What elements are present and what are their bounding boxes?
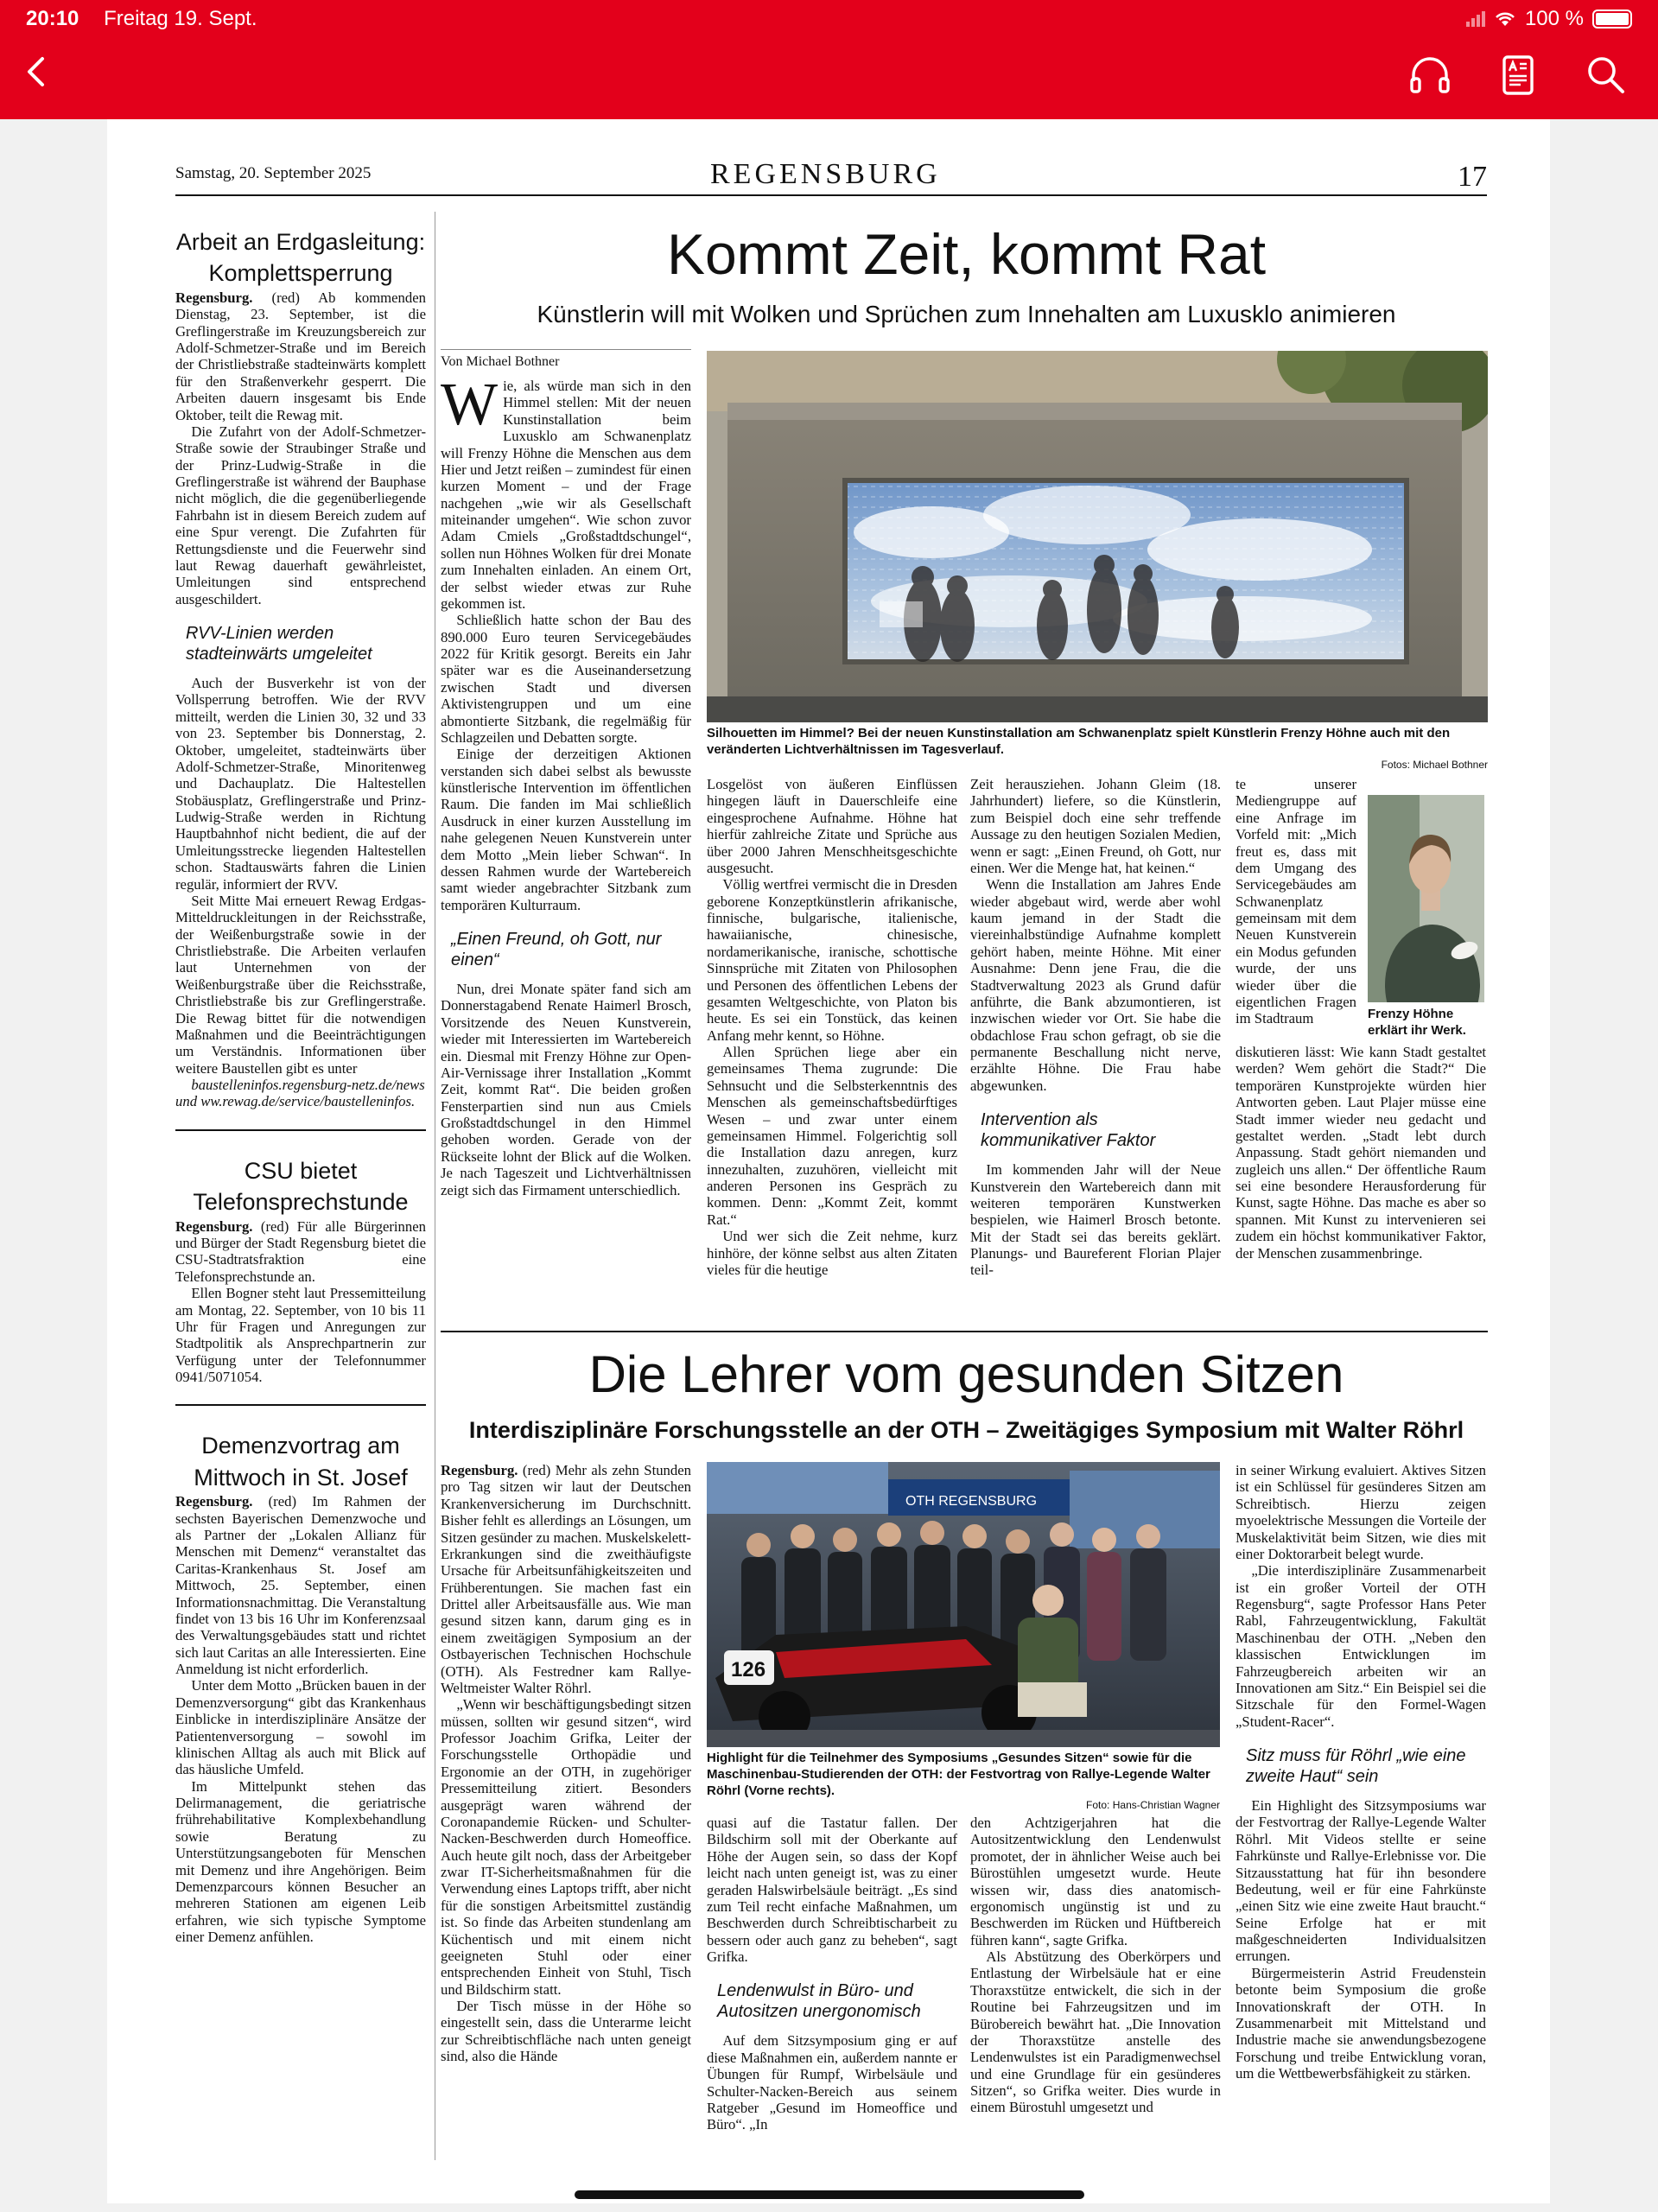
photo-credit: Foto: Hans-Christian Wagner: [1086, 1799, 1220, 1812]
sidebar-article-1-link[interactable]: baustelleninfos.regensburg-netz.de/news und ww.rewag.de/service/baustelleninfos.: [175, 1077, 425, 1110]
article-1-column-4b: [1236, 1044, 1486, 1262]
article-1-subheading: „Einen Freund, oh Gott, nur einen“: [451, 930, 662, 969]
page-date: Samstag, 20. September 2025: [175, 164, 372, 182]
sidebar-article-2-text: Ellen Bogner steht laut Pressemitteilung am Montag, 22. September, von 10 bis 11 Uhr für Fragen und Anregungen zur Stadtpolitik als Ansprechpartnerin zur Verfügung unter der Telefonnummer 0941/5071054.: [175, 1285, 426, 1385]
article-2-text: in seiner Wirkung evaluiert. Aktives Sitzen ist ein Schlüssel für gesünderes Sitzen am Schreibtisch. Hierzu zeigen myoelektrische Messungen die Vorteile der Muskelaktivität beim Sitzen, wie dies mit einer Doktorarbeit belegt wurde.: [1236, 1462, 1486, 1562]
article-1-text: Nun, drei Monate später fand sich am Donnerstagabend Renate Haimerl Brosch, Vorsitzende des Neuen Kunstverein, wieder mit Interessierten im Wartebereich ein. Diesmal mit Frenzy Höhne zur Open-Air-Vernissage ihrer Installation „Kommt Zeit, kommt Rat“. Die beiden großen Fensterpartien sind nun aus Cmiels Großstadtdschungel in den Himmel gehoben worden. Gerade von der Rückseite lohnt der Blick auf die Wolken. Je nach Tageszeit und Lichtverhältnissen zeigt sich das Firmament unterschiedlich.: [441, 981, 691, 1198]
byline-rule: [441, 349, 691, 350]
article-2-subheadline: Interdisziplinäre Forschungsstelle an der OTH – Zweitägiges Symposium mit Walter Röhrl: [468, 1417, 1464, 1443]
article-1-text: Völlig wertfrei vermischt die in Dresden geborene Konzeptkünstlerin afrikanische, finnische, bulgarische, italienische, hawaiianische, chinesische, nordamerikanische, iranische, schottische Sinnsprüche mit Zitaten von Philosophen und Personen des öffentlichen Lebens der gesamten Weltgeschichte, von Platon bis heute. Es sei ein Tonstück, das keinen Anfang mehr kennt, so Höhne.: [707, 876, 957, 1044]
article-1-subheadline: Künstlerin will mit Wolken und Sprüchen zum Innehalten am Luxusklo animieren: [537, 301, 1396, 327]
sidebar-column: [175, 226, 426, 1945]
status-bar-left: [26, 7, 257, 31]
article-2-text: „Die interdisziplinäre Zusammenarbeit ist ein großer Vorteil der OTH Regensburg“, sagte Professor Hans Peter Rabl, Fahrzeugentwicklung, Fakultät Maschinenbau der OTH. „Neben den klassischen Entwicklungen im Fahrzeugbereich arbeiten wir an Innovationen am Sitz.“ Ein Beispiel sei die Sitzschale für den Formel-Wagen „Student-Racer“.: [1236, 1562, 1486, 1730]
sidebar-article-1-text: Auch der Busverkehr ist von der Vollsperrung betroffen. Wie der RVV mitteilt, werden die Linien 30, 32 und 33 von 23. September bis Donnerstag, 2. Oktober, umgeleitet, stadteinwärts über Adolf-Schmetzer-Straße, Minoritenweg und Dachauplatz. Die Haltestellen Stobäusplatz, Greflingerstraße und Prinz-Ludwig-Straße werden in Richtung Hauptbahnhof nicht bedient, die auf der Umleitungsstrecke liegenden Haltestellen schon. Stadtauswärts fahren die Linien regulär, informiert der RVV.: [175, 675, 426, 893]
article-2-text: Auf dem Sitzsymposium ging er auf diese Maßnahmen ein, außerdem nannte er Übungen für Rumpf, Wirbelsäule und Schulter-Nacken-Bereich aus seinem Ratgeber „Gesund im Homeoffice und Büro“. „In: [707, 2032, 957, 2133]
sidebar-article-1-text: Regensburg. (red) Ab kommenden Dienstag, 23. September, ist die Greflingerstraße im Kreuzungsbereich zur Adolf-Schmetzer-Straße und im Bereich der Christliebstraße stadteinwärts komplett für den Straßenverkehr gesperrt. Die Arbeiten dauern insgesamt bis Ende Oktober, teilt die Rewag mit.: [175, 289, 426, 423]
sidebar-article-3-text: Im Mittelpunkt stehen das Delirmanagement, die geriatrische frührehabilitative Komplexbehandlung sowie Beratung zu Unterstützungsangeboten für Menschen mit Demenz und ihre Angehörigen. Beim Demenzparcours können Besucher an mehreren Stationen am eigenen Leib erfahren, wie sich typische Symptome einer Demenz anfühlen.: [175, 1777, 426, 1945]
car-number: 126: [731, 1658, 766, 1681]
sidebar-rule: [175, 1404, 426, 1406]
article-2-subheading: Sitz muss für Röhrl „wie eine zweite Haut“ sein: [1246, 1746, 1466, 1786]
article-1-text: Im kommenden Jahr will der Neue Kunstverein den Wartebereich dann mit weiteren temporären Kunstwerken bespielen, wie Haimerl Brosch betonte. Mit der Stadt sei das bereits geklärt. Planungs- und Baureferent Florian Plajer teil-: [970, 1161, 1221, 1279]
article-2-subheading: Lendenwulst in Büro- und Autositzen unergonomisch: [717, 1981, 921, 2022]
article-1-byline: Von Michael Bothner: [441, 354, 560, 369]
home-indicator[interactable]: [575, 2190, 1084, 2199]
article-1-text: Losgelöst von äußeren Einflüssen hingegen läuft in Dauerschleife eine eingesprochene Aufnahme. Höhne hat hierfür zahlreiche Zitate und Sprüche aus über 2000 Jahren Menschheitsgeschichte ausgesucht.: [707, 776, 957, 876]
headphones-icon[interactable]: [1407, 52, 1453, 99]
article-2-photo[interactable]: [707, 1462, 1220, 1747]
drop-cap: W: [441, 372, 499, 438]
sidebar-article-1-subheading: RVV-Linien werden stadteinwärts umgeleitet: [186, 624, 372, 664]
sidebar-article-3-text: Regensburg. (red) Im Rahmen der sechsten Bayerischen Demenzwoche und als Partner der „Lokalen Allianz für Menschen mit Demenz“ veranstaltet das Caritas-Krankenhaus St. Josef am Mittwoch, 25. September, einen Informationsnachmittag. Die Veranstaltung findet von 13 bis 16 Uhr im Konferenzsaal des Verwaltungsgebäudes statt und richtet sich laut Caritas an alle Interessierten. Eine Anmeldung ist nicht erforderlich.: [175, 1493, 426, 1677]
sidebar-article-3-text: Unter dem Motto „Brücken bauen in der Demenzversorgung“ gibt das Krankenhaus Einblicke in interdisziplinäre Ansätze der Patientenversorgung – sowohl im klinischen Alltag als auch mit Blick auf das häusliche Umfeld.: [175, 1677, 426, 1778]
photo-banner-text: OTH REGENSBURG: [905, 1494, 1038, 1509]
photo-credit: Fotos: Michael Bothner: [1381, 758, 1488, 771]
app-bar: [0, 0, 1658, 119]
cellular-signal-icon: [1466, 11, 1485, 27]
article-2-column-4: [1236, 1462, 1486, 2082]
article-2-text: quasi auf die Tastatur fallen. Der Bildschirm soll mit der Oberkante auf Höhe der Augen sein, so dass der Kopf leicht nach unten geneigt ist, was zu einer geraden Halswirbelsäule beiträgt. „Es sind zum Teil recht einfache Maßnahmen, um Beschwerden durch Schreibtischarbeit zu bessern oder auch ganz zu beheben“, sagt Grifka.: [707, 1815, 957, 1965]
portrait-photo[interactable]: [1368, 795, 1484, 1002]
chevron-left-icon[interactable]: [16, 50, 59, 93]
sidebar-article-1-text: Die Zufahrt von der Adolf-Schmetzer-Straße sowie der Straubinger Straße und der Prinz-Ludwig-Straße in die Greflingerstraße ist während der Bauphase nicht möglich, die die gegenüberliegende Fahrbahn ist in diesem Bereich zudem auf eine Spur verengt. Die Zufahrten für Rettungsdienste und die Feuerwehr sind laut Rewag dauerhaft gewährleistet, Umleitungen sind entsprechend ausgeschildert.: [175, 423, 426, 607]
article-1-text: Einige der derzeitigen Aktionen verstanden sich dabei selbst als bewusste künstlerische Intervention im öffentlichen Raum. Die fanden im Mai schließlich Ausdruck in einer kurzen Ausstellung im nahe gelegenen Neuen Kunstverein unter dem Motto „Mein lieber Schwan“. In dessen Rahmen wurde der Wartebereich samt wieder angebrachter Sitzbank zum temporären Kulturraum.: [441, 746, 691, 913]
article-2-photo-caption: Highlight für die Teilnehmer des Symposiums „Gesundes Sitzen“ sowie für die Maschinenbau-Studierenden der OTH: der Festvortrag von Rallye-Legende Walter Röhrl (Vorne rechts). Foto: Hans-Christian Wagner: [707, 1751, 1220, 1812]
article-2-text: Bürgermeisterin Astrid Freudenstein betonte beim Symposium die große Innovationskraft der OTH. In Zusammenarbeit mit Mittelstand und Industrie mache sie anwendungsbezogene Forschung und treibe Entwicklung voran, um die Wettbewerbsfähigkeit zu stärken.: [1236, 1964, 1486, 2082]
status-date: Freitag 19. Sept.: [104, 7, 257, 30]
article-1-subheading: Intervention als kommunikativer Faktor: [981, 1110, 1156, 1151]
page-number: 17: [1458, 161, 1487, 193]
article-1-text: Und wer sich die Zeit nehme, kurz hinhöre, der könne selbst aus alten Zitaten vieles für die heutige: [707, 1228, 957, 1278]
article-view-icon[interactable]: [1495, 52, 1541, 99]
article-1-text: Zeit herausziehen. Johann Gleim (18. Jahrhundert) liefere, so die Künstlerin, zum Beispiel doch eine sehr treffende Aussage zu den heutigen Sozialen Medien, wenn er sagt: „Einen Freund, oh Gott, nur einen. Wer die Menge hat, hat keinen.“: [970, 776, 1221, 876]
article-2-column-3: [970, 1815, 1221, 2116]
article-1-column-1: [441, 372, 691, 1198]
battery-percent: 100 %: [1524, 7, 1584, 30]
article-1-column-4a: [1236, 776, 1356, 1027]
portrait-caption: Frenzy Höhne erklärt ihr Werk.: [1368, 1007, 1466, 1038]
article-2-text: „Wenn wir beschäftigungsbedingt sitzen müssen, sollten wir gesund sitzen“, wird Professor Joachim Grifka, Leiter der Forschungsstelle Orthopädie und Ergonomie an der OTH, in zugehöriger Pressemitteilung zitiert. Besonders ausgeprägt waren während der Coronapandemie Rücken- und Schulter-Nacken-Beschwerden durch Homeoffice. Auch heute gilt noch, dass der Arbeitgeber zwar IT-Sicherheitsmaßnahmen für die Verwendung eines Laptops trifft, aber nicht für die sonstigen Arbeitsmittel zuständig ist. So finde das Arbeiten stundenlang am Küchentisch und mit einem nicht geeigneten Stuhl oder einer entsprechenden Einheit von Stuhl, Tisch und Bildschirm statt.: [441, 1696, 691, 1998]
sidebar-article-2-title: CSU bietet Telefonsprechstunde: [193, 1157, 409, 1216]
article-1-text: te unserer Mediengruppe auf eine Anfrage im Vorfeld mit: „Mich freut es, dass mit dem Umgang des Servicegebäudes am Schwanenplatz gemeinsam mit dem Neuen Kunstverein ein Modus gefunden wurde, der uns wieder über die eigentlichen Fragen im Stadtraum: [1236, 776, 1356, 1027]
article-1-headline[interactable]: Kommt Zeit, kommt Rat: [666, 222, 1267, 286]
article-divider: [441, 1331, 1488, 1332]
article-1-column-2: [707, 776, 957, 1278]
battery-icon: [1592, 10, 1632, 29]
article-1-text: Schließlich hatte schon der Bau des 890.000 Euro teuren Servicegebäudes 2022 für Kritik gesorgt. Bereits ein Jahr später war es die Auseinandersetzung zwischen Stadt und diversen Aktivistengruppen und um eine abmontierte Sitzbank, die regelmäßig für Schlagzeilen und Debatten sorgte.: [441, 612, 691, 746]
status-bar-right: [1466, 7, 1632, 31]
article-1-text: diskutieren lässt: Wie kann Stadt gestaltet werden? Wem gehört die Stadt?“ Die temporären Kunstprojekte würden hier Antworten geben. Laut Plajer müsse eine Stadt immer wieder neu gedacht und gestaltet werden. „Stadt lebt durch Anpassung. Stadt gehört niemanden und zugleich uns allen.“ Der öffentliche Raum sei eine besondere Herausforderung für Kunst, sagte Höhne. Das mache es aber so spannen. Mit Kunst zu intervenieren sei zudem ein höchst kommunikativer Faktor, der Menschen zusammenbringe.: [1236, 1044, 1486, 1262]
article-2-headline[interactable]: Die Lehrer vom gesunden Sitzen: [588, 1345, 1344, 1403]
article-1-photo[interactable]: [707, 351, 1488, 722]
article-2-text: Der Tisch müsse in der Höhe so eingestellt sein, dass die Unterarme leicht zur Schreibtischfläche nach unten geneigt sind, also die Hände: [441, 1998, 691, 2065]
article-2-text: Als Abstützung des Oberkörpers und Entlastung der Wirbelsäule hat er eine Thoraxstütze entwickelt, die sich in der Routine bei Fahrzeugsitzen und im Bürobereich bewährt hat. „Die Innovation der Thoraxstütze anstelle des Lendenwulstes ist ein Paradigmenwechsel und eine Grundlage für ein gesünderes Sitzen“, so Grifka weiter. Dies wurde in einem Bürostuhl umgesetzt und: [970, 1948, 1221, 2116]
status-time: 20:10: [26, 7, 79, 30]
sidebar-article-2-text: Regensburg. (red) Für alle Bürgerinnen und Bürger der Stadt Regensburg bietet die CSU-Stadtratsfraktion eine Telefonsprechstunde an.: [175, 1217, 426, 1285]
sidebar-article-1-title: Arbeit an Erdgasleitung: Komplettsperrung: [175, 229, 426, 287]
wifi-icon: [1494, 10, 1516, 28]
sidebar-rule: [175, 1129, 426, 1131]
article-1-text: Wie, als würde man sich in den Himmel stellen: Mit der neuen Kunstinstallation beim Luxusklo am Schwanenplatz will Frenzy Höhne die Menschen aus dem Hier und Jetzt reißen – zumindest für einen kurzen Moment – und der Frage nachgehen „wie wir als Gesellschaft miteinander umgehen“. Wie schon zuvor Adam Cmiels „Großstadtdschungel“, sollen nun Höhnes Wolken für drei Monate zum Innehalten einladen. An einem Ort, der selbst wieder etwas zur Ruhe gekommen ist.: [441, 372, 691, 612]
section-title: REGENSBURG: [710, 158, 941, 190]
article-2-text: Regensburg. (red) Mehr als zehn Stunden pro Tag sitzen wir laut der Deutschen Krankenversicherung im Durchschnitt. Bisher fehlt es allerdings an Lösungen, um Sitzen gesünder zu machen. Muskelskelett-Erkrankungen sind die zweithäufigste Ursache für Arbeitsunfähigkeitszeiten und Frühberentungen. Sie machen fast ein Drittel aller Arbeitsausfälle aus. Wie man gesund sitzen kann, darum ging es in einem zweitägigen Symposium an der Ostbayerischen Technischen Hochschule (OTH). Als Festredner kam Rallye-Weltmeister Walter Röhrl.: [441, 1462, 691, 1696]
header-rule: [175, 194, 1487, 196]
sidebar-article-3-title: Demenzvortrag am Mittwoch in St. Josef: [194, 1433, 408, 1491]
article-2-column-1: [441, 1462, 691, 2065]
article-1-text: Allen Sprüchen liege aber ein gemeinsames Thema zugrunde: Die Sehnsucht und die Selbsterkenntnis des Menschen als gemeinschaftsbedürftiges Wesen – und zwar unter einem gemeinsamen Himmel. Folgerichtig soll die Installation dazu anregen, kurz innezuhalten, zuzuhören, vielleicht mit anderen Personen ins Gespräch zu kommen. Denn: „Kommt Zeit, kommt Rat.“: [707, 1044, 957, 1228]
article-1-photo-caption: Silhouetten im Himmel? Bei der neuen Kunstinstallation am Schwanenplatz spielt Künstlerin Frenzy Höhne auch mit den veränderten Lichtverhältnissen im Tagesverlauf. Fotos: Michael Bothner: [707, 726, 1488, 771]
article-2-column-2: [707, 1815, 957, 2133]
search-icon[interactable]: [1583, 52, 1629, 99]
sidebar-article-1-text: Seit Mitte Mai erneuert Rewag Erdgas-Mitteldruckleitungen in der Reichsstraße, der Weißenburgstraße sowie in der Christliebstraße. Die Arbeiten verlaufen laut Unternehmen von der Weißenburgstraße über die Reichsstraße, Christliebstraße bis zur Greflingerstraße. Die Rewag bittet für die notwendigen Maßnahmen und die Beeinträchtigungen um Verständnis. Informationen über weitere Baustellen gibt es unter: [175, 892, 426, 1077]
article-1-column-3: [970, 776, 1221, 1279]
article-1-text: Wenn die Installation am Jahres Ende wieder abgebaut wird, werde aber wohl kaum jemand in der Stadt die viereinhalbstündige Aufnahme komplett gehört haben, meinte Höhne. Mit einer Ausnahme: Denn jene Frau, die die Stadtverwaltung 2023 als Grund dafür anführte, die Bank abzumontieren, ist inzwischen wieder vor Ort. Sie habe die obdachlose Frau schon gefragt, ob sie die permanente Beschallung nicht nerve, erzählte Höhne. Die Frau habe abgewunken.: [970, 876, 1221, 1094]
article-2-text: Ein Highlight des Sitzsymposiums war der Festvortrag der Rallye-Legende Walter Röhrl. Mit Videos stellte er seine Fahrkünste und Rallye-Erlebnisse vor. Die Sitzausstattung hat für ihn besondere Bedeutung, weil er für eine Fahrkünste „einen Sitz wie eine zweite Haut braucht.“ Seine Erfolge hat er mit maßgeschneiderten Individualsitzen errungen.: [1236, 1797, 1486, 1965]
article-2-text: den Achtzigerjahren hat die Autositzentwicklung den Lendenwulst promotet, der in ähnlicher Weise auch bei Bürostühlen umgesetzt wurde. Heute wissen wir, dass dies anatomisch-ergonomisch ungünstig ist und zu Beschwerden im Rücken und Hüftbereich führen kann“, sagte Grifka.: [970, 1815, 1221, 1948]
